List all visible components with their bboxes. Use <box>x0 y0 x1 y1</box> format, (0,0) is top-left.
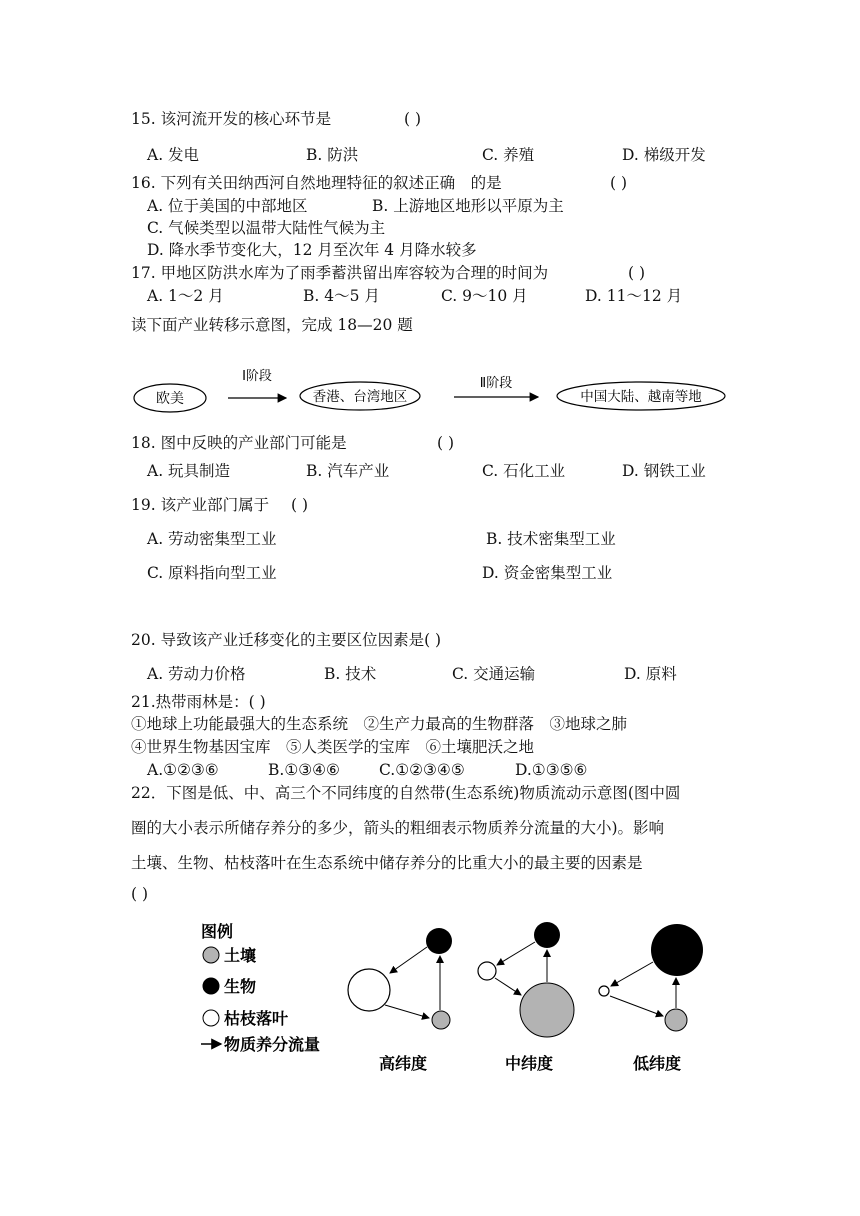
q16-paren: ( ) <box>610 174 628 192</box>
industry-transfer-diagram <box>120 360 740 420</box>
stage1-label: Ⅰ阶段 <box>242 369 272 384</box>
legend-litter-label: 枯枝落叶 <box>224 1009 289 1028</box>
q17-paren: ( ) <box>628 264 646 282</box>
q18-option-a: A. 玩具制造 <box>147 462 231 480</box>
q17-option-d: D. 11～12 月 <box>585 287 683 305</box>
q16-stem: 16. 下列有关田纳西河自然地理特征的叙述正确 的是 <box>131 174 502 192</box>
q21-option-a: A.①②③⑥ <box>147 761 219 779</box>
q15-option-b: B. 防洪 <box>306 146 359 164</box>
legend-title: 图例 <box>201 922 234 941</box>
panel-mid-latitude <box>478 922 574 1073</box>
q16-option-c: C. 气候类型以温带大陆性气候为主 <box>147 219 386 237</box>
mid-lat-litter <box>478 962 496 980</box>
mid-lat-biota <box>534 922 560 948</box>
panel-low-latitude <box>599 924 703 1073</box>
q21-items-line2: ④世界生物基因宝库 ⑤人类医学的宝库 ⑥土壤肥沃之地 <box>131 738 535 756</box>
q22-line1: 22．下图是低、中、高三个不同纬度的自然带(生态系统)物质流动示意图(图中圆 <box>131 784 681 802</box>
low-lat-flow-litter-soil <box>610 996 663 1016</box>
q19-option-b: B. 技术密集型工业 <box>486 530 616 548</box>
mid-lat-soil <box>520 983 574 1037</box>
q16-option-b: B. 上游地区地形以平原为主 <box>372 197 564 215</box>
q17-option-a: A. 1～2 月 <box>147 287 224 305</box>
node-mainland-vietnam-label: 中国大陆、越南等地 <box>580 389 702 405</box>
high-lat-litter <box>348 969 390 1011</box>
q22-paren: ( ) <box>131 885 149 903</box>
q20-option-a: A. 劳动力价格 <box>147 665 246 683</box>
q20-option-c: C. 交通运输 <box>452 665 536 683</box>
legend-litter-swatch <box>203 1010 219 1026</box>
q20-option-b: B. 技术 <box>324 665 377 683</box>
mid-lat-label: 中纬度 <box>504 1054 554 1073</box>
high-lat-flow-biota-litter <box>390 947 427 973</box>
nutrient-flow-diagram <box>195 915 720 1085</box>
q19-stem: 19. 该产业部门属于 <box>131 496 270 514</box>
q18-option-b: B. 汽车产业 <box>306 462 390 480</box>
q19-option-c: C. 原料指向型工业 <box>147 564 277 582</box>
legend-biota-swatch <box>203 978 219 994</box>
q15-option-a: A. 发电 <box>147 146 200 164</box>
q21-option-d: D.①③⑤⑥ <box>515 761 588 779</box>
node-hk-taiwan-label: 香港、台湾地区 <box>312 389 408 405</box>
q19-option-a: A. 劳动密集型工业 <box>147 530 277 548</box>
intro-18-20: 读下面产业转移示意图，完成 18—20 题 <box>131 316 413 334</box>
q22-line2: 圈的大小表示所储存养分的多少，箭头的粗细表示物质养分流量的大小)。影响 <box>131 819 665 837</box>
node-europe-america-label: 欧美 <box>156 391 184 407</box>
q15-option-c: C. 养殖 <box>482 146 535 164</box>
legend-soil-label: 土壤 <box>224 946 257 965</box>
legend-flow-label: 物质养分流量 <box>224 1035 321 1054</box>
q19-option-d: D. 资金密集型工业 <box>482 564 613 582</box>
legend-soil-swatch <box>203 947 219 963</box>
high-lat-label: 高纬度 <box>378 1054 428 1073</box>
q19-paren: ( ) <box>291 496 309 514</box>
low-lat-litter <box>599 986 609 996</box>
q16-option-a: A. 位于美国的中部地区 <box>147 197 308 215</box>
q17-option-b: B. 4～5 月 <box>303 287 380 305</box>
q17-stem: 17. 甲地区防洪水库为了雨季蓄洪留出库容较为合理的时间为 <box>131 264 549 282</box>
stage2-label: Ⅱ阶段 <box>479 376 513 391</box>
q18-stem: 18. 图中反映的产业部门可能是 <box>131 434 347 452</box>
mid-lat-flow-litter-soil <box>495 978 521 995</box>
low-lat-biota <box>651 924 703 976</box>
q21-stem: 21.热带雨林是：( ) <box>131 693 266 711</box>
q22-line3: 土壤、生物、枯枝落叶在生态系统中储存养分的比重大小的最主要的因素是 <box>131 854 643 872</box>
q17-option-c: C. 9～10 月 <box>441 287 528 305</box>
high-lat-biota <box>426 928 452 954</box>
high-lat-soil <box>432 1011 450 1029</box>
legend-biota-label: 生物 <box>224 977 257 996</box>
q18-paren: ( ) <box>437 434 455 452</box>
q15-stem: 15. 该河流开发的核心环节是 <box>131 110 332 128</box>
q21-items-line1: ①地球上功能最强大的生态系统 ②生产力最高的生物群落 ③地球之肺 <box>131 715 628 733</box>
high-lat-flow-litter-soil <box>385 1005 429 1018</box>
q16-option-d: D. 降水季节变化大，12 月至次年 4 月降水较多 <box>147 241 477 259</box>
low-lat-flow-biota-litter <box>611 962 653 986</box>
mid-lat-flow-biota-litter <box>497 942 535 965</box>
q20-option-d: D. 原料 <box>624 665 677 683</box>
q21-option-c: C.①②③④⑤ <box>379 761 465 779</box>
q15-option-d: D. 梯级开发 <box>622 146 706 164</box>
q20-stem: 20. 导致该产业迁移变化的主要区位因素是( ) <box>131 631 442 649</box>
low-lat-soil <box>665 1009 687 1031</box>
q18-option-d: D. 钢铁工业 <box>622 462 706 480</box>
panel-high-latitude <box>348 928 452 1073</box>
q18-option-c: C. 石化工业 <box>482 462 566 480</box>
q21-option-b: B.①③④⑥ <box>268 761 340 779</box>
q15-paren: ( ) <box>404 110 422 128</box>
low-lat-label: 低纬度 <box>632 1054 682 1073</box>
